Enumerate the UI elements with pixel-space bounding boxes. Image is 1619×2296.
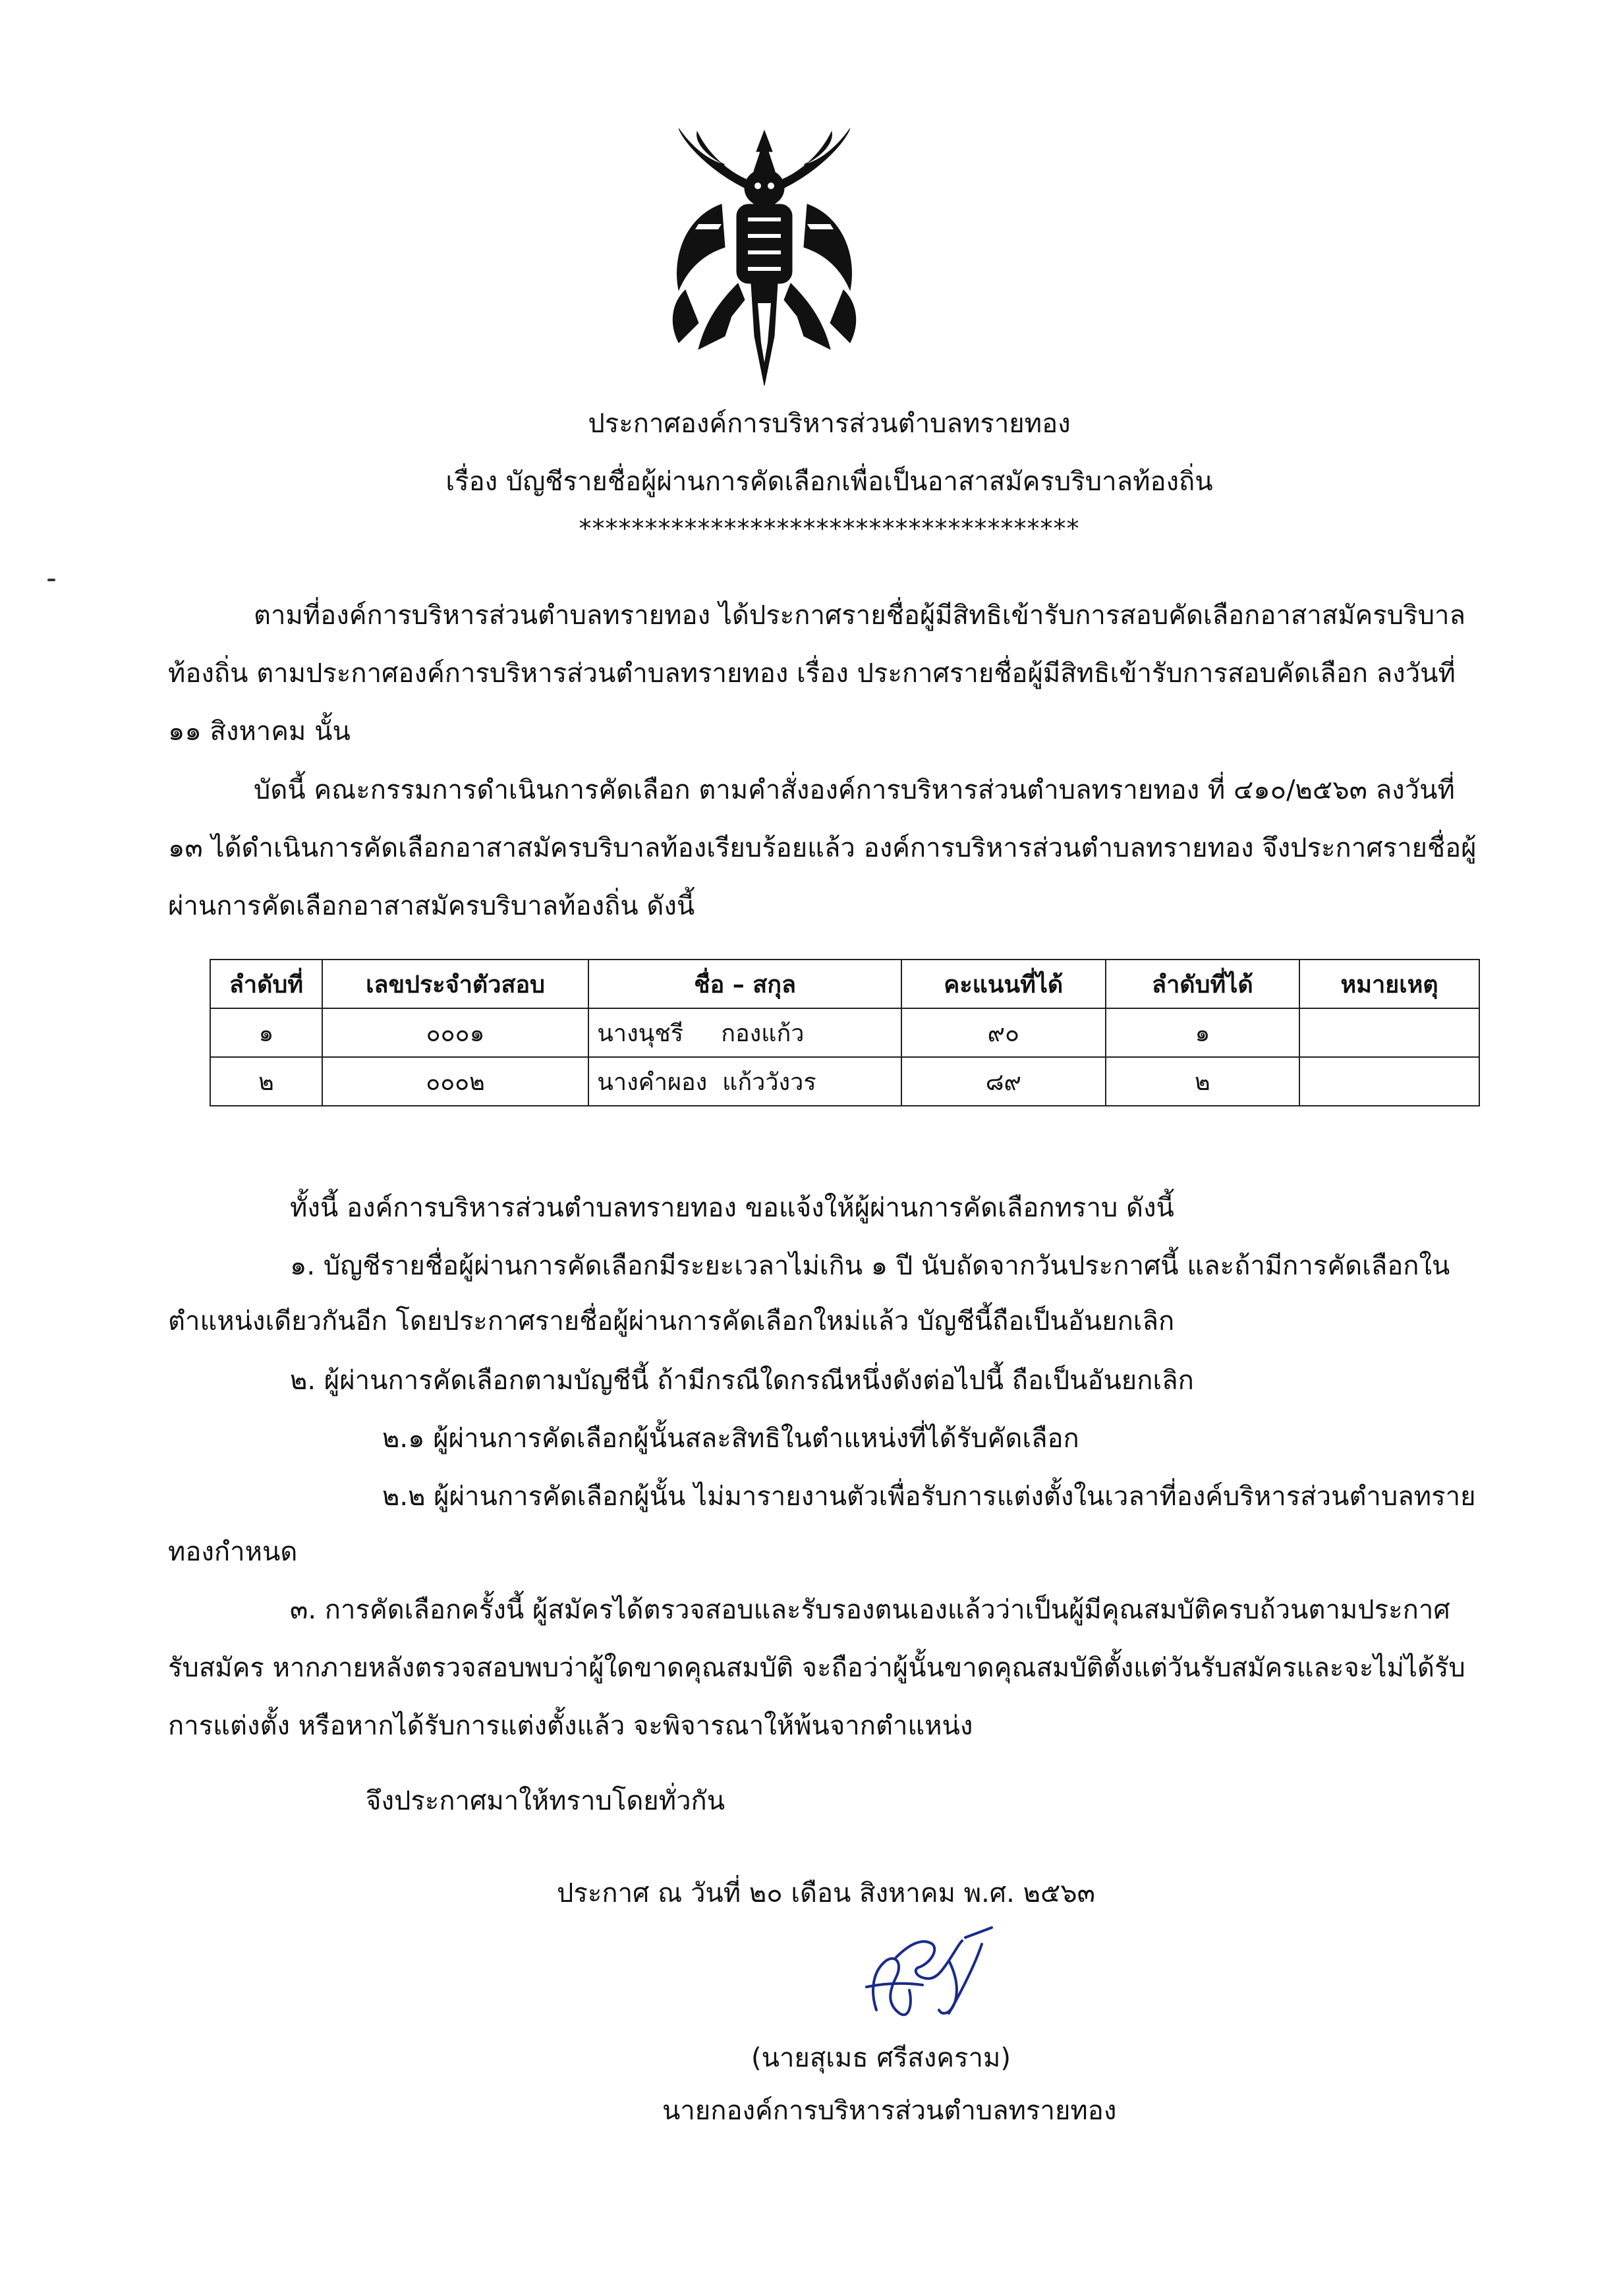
cell-name: นางคำผอง แก้ววังวร (588, 1057, 901, 1106)
signer-position: นายกองค์การบริหารส่วนตำบลทรายทอง (662, 2096, 1117, 2126)
condition-2-2-line-2: ทองกำหนด (168, 1537, 298, 1567)
cell-exam-id: ๐๐๐๒ (322, 1057, 588, 1106)
conditions-intro: ทั้งนี้ องค์การบริหารส่วนตำบลทรายทอง ขอแจ้งให้ผู้ผ่านการคัดเลือกทราบ ดังนี้ (290, 1193, 1174, 1223)
table-row (210, 1008, 1479, 1057)
condition-1-line-2: ตำแหน่งเดียวกันอีก โดยประกาศรายชื่อผู้ผ่านการคัดเลือกใหม่แล้ว บัญชีนี้ถือเป็นอันยกเลิก (168, 1306, 1175, 1336)
cell-remark (1299, 1057, 1479, 1106)
signer-name: (นายสุเมธ ศรีสงคราม) (751, 2043, 1011, 2073)
col-header-remark: หมายเหตุ (1299, 960, 1479, 1008)
cell-score: ๘๙ (901, 1057, 1106, 1106)
condition-2: ๒. ผู้ผ่านการคัดเลือกตามบัญชีนี้ ถ้ามีกรณีใดกรณีหนึ่งดังต่อไปนี้ ถือเป็นอันยกเลิก (290, 1365, 1194, 1396)
col-header-rank: ลำดับที่ได้ (1106, 960, 1300, 1008)
cell-exam-id: ๐๐๐๑ (322, 1008, 588, 1057)
cell-order: ๒ (210, 1057, 322, 1106)
separator-line: ************************************** (579, 514, 1080, 543)
closing-statement: จึงประกาศมาให้ทราบโดยทั่วกัน (366, 1786, 725, 1816)
announcement-date: ประกาศ ณ วันที่ ๒๐ เดือน สิงหาคม พ.ศ. ๒๕๖๓ (557, 1878, 1095, 1909)
condition-1-line-1: ๑. บัญชีรายชื่อผู้ผ่านการคัดเลือกมีระยะเวลาไม่เกิน ๑ ปี นับถัดจากวันประกาศนี้ และถ้ามีการคัดเลือกใน (290, 1251, 1450, 1281)
cell-remark (1299, 1008, 1479, 1057)
condition-3-line-3: การแต่งตั้ง หรือหากได้รับการแต่งตั้งแล้ว จะพิจารณาให้พ้นจากตำแหน่ง (168, 1711, 973, 1741)
table-header-row (210, 960, 1479, 1008)
scan-speck (47, 579, 55, 581)
cell-rank: ๒ (1106, 1057, 1300, 1106)
garuda-emblem-icon (659, 125, 870, 389)
condition-2-1: ๒.๑ ผู้ผ่านการคัดเลือกผู้นั้นสละสิทธิในตำแหน่งที่ได้รับคัดเลือก (382, 1423, 1079, 1454)
condition-2-2-line-1: ๒.๒ ผู้ผ่านการคัดเลือกผู้นั้น ไม่มารายงานตัวเพื่อรับการแต่งตั้งในเวลาที่องค์บริหารส่วนตำบลทราย (382, 1481, 1476, 1512)
condition-3-line-1: ๓. การคัดเลือกครั้งนี้ ผู้สมัครได้ตรวจสอบและรับรองตนเองแล้วว่าเป็นผู้มีคุณสมบัติครบถ้วนตามประกาศ (290, 1595, 1450, 1625)
intro-paragraph: ตามที่องค์การบริหารส่วนตำบลทรายทอง ได้ประกาศรายชื่อผู้มีสิทธิเข้ารับการสอบคัดเลือกอาสาสมัครบริบาลท้องถิ่น ตามประกาศองค์การบริหารส่วนตำบลทรายทอง เรื่อง ประกาศรายชื่อผู้มีสิทธิเข้ารับการสอบคัดเลือก ลงวันที่ ๑๑ สิงหาคม นั้น (168, 600, 1465, 747)
table-row (210, 1057, 1479, 1106)
col-header-order: ลำดับที่ (210, 960, 322, 1008)
announcement-subject: เรื่อง บัญชีรายชื่อผู้ผ่านการคัดเลือกเพื่อเป็นอาสาสมัครบริบาลท้องถิ่น (445, 467, 1213, 497)
condition-3-line-2: รับสมัคร หากภายหลังตรวจสอบพบว่าผู้ใดขาดคุณสมบัติ จะถือว่าผู้นั้นขาดคุณสมบัติตั้งแต่วันรับสมัครและจะไม่ได้รับ (168, 1653, 1465, 1683)
cell-name: นางนุชรี กองแก้ว (588, 1008, 901, 1057)
results-table (210, 959, 1480, 1106)
col-header-score: คะแนนที่ได้ (901, 960, 1106, 1008)
cell-order: ๑ (210, 1008, 322, 1057)
cell-score: ๙๐ (901, 1008, 1106, 1057)
cell-rank: ๑ (1106, 1008, 1300, 1057)
committee-paragraph: บัดนี้ คณะกรรมการดำเนินการคัดเลือก ตามคำสั่งองค์การบริหารส่วนตำบลทรายทอง ที่ ๔๑๐/๒๕๖๓ ลงวันที่ ๑๓ ได้ดำเนินการคัดเลือกอาสาสมัครบริบาลท้องเรียบร้อยแล้ว องค์การบริหารส่วนตำบลทรายทอง จึงประกาศรายชื่อผู้ผ่านการคัดเลือกอาสาสมัครบริบาลท้องถิ่น ดังนี้ (168, 775, 1477, 921)
col-header-name: ชื่อ – สกุล (588, 960, 901, 1008)
signature-mark (850, 1924, 1008, 2030)
col-header-exam-id: เลขประจำตัวสอบ (322, 960, 588, 1008)
announcement-title: ประกาศองค์การบริหารส่วนตำบลทรายทอง (588, 409, 1071, 439)
